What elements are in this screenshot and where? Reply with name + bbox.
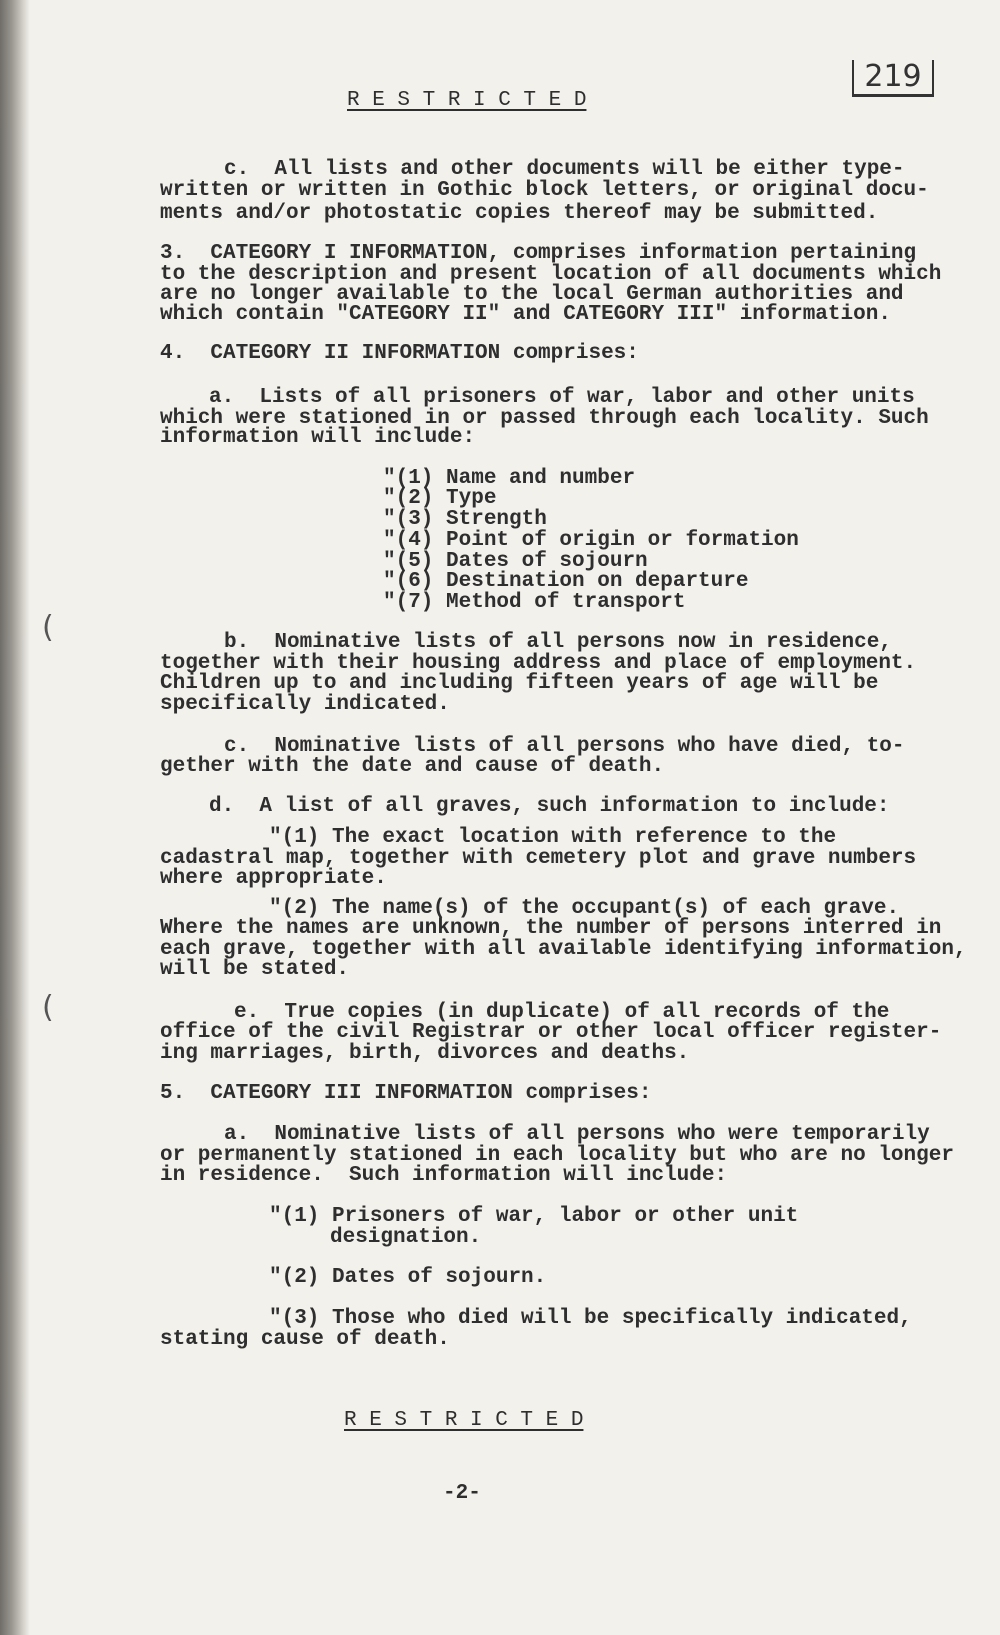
text-line: written or written in Gothic block letters, or original docu- bbox=[160, 179, 929, 202]
text-line: a. Nominative lists of all persons who were temporarily bbox=[224, 1123, 930, 1146]
text-line: 3. CATEGORY I INFORMATION, comprises information pertaining bbox=[160, 242, 917, 265]
text-line: together with their housing address and place of employment. bbox=[160, 652, 917, 675]
text-line: "(3) Those who died will be specifically indicated, bbox=[269, 1307, 912, 1330]
text-line: which were stationed in or passed through each locality. Such bbox=[160, 407, 929, 430]
text-line: d. A list of all graves, such information to include: bbox=[209, 795, 890, 818]
text-line: 4. CATEGORY II INFORMATION comprises: bbox=[160, 342, 639, 365]
folio-stamp: 219 bbox=[852, 60, 934, 97]
text-line: Where the names are unknown, the number of persons interred in bbox=[160, 917, 942, 940]
text-line: are no longer available to the local German authorities and bbox=[160, 283, 904, 306]
text-line: "(2) The name(s) of the occupant(s) of each grave. bbox=[269, 897, 900, 920]
text-line: "(2) Type bbox=[383, 487, 497, 510]
text-line: b. Nominative lists of all persons now in residence, bbox=[224, 631, 892, 654]
text-line: "(3) Strength bbox=[383, 508, 547, 531]
text-line: designation. bbox=[330, 1226, 482, 1249]
text-line: 5. CATEGORY III INFORMATION comprises: bbox=[160, 1082, 652, 1105]
restricted-header: R E S T R I C T E D bbox=[347, 89, 587, 112]
text-line: "(2) Dates of sojourn. bbox=[269, 1266, 547, 1289]
text-line: each grave, together with all available identifying information, bbox=[160, 938, 967, 961]
text-line: "(5) Dates of sojourn bbox=[383, 550, 648, 573]
text-line: "(7) Method of transport bbox=[383, 591, 686, 614]
text-line: to the description and present location of all documents which bbox=[160, 263, 942, 286]
text-line: Children up to and including fifteen years of age will be bbox=[160, 672, 879, 695]
text-line: where appropriate. bbox=[160, 867, 387, 890]
text-line: "(6) Destination on departure bbox=[383, 570, 749, 593]
text-line: in residence. Such information will include: bbox=[160, 1164, 728, 1187]
text-line: a. Lists of all prisoners of war, labor and other units bbox=[209, 386, 915, 409]
text-line: stating cause of death. bbox=[160, 1328, 450, 1351]
text-line: office of the civil Registrar or other local officer register- bbox=[160, 1021, 942, 1044]
text-line: c. Nominative lists of all persons who have died, to- bbox=[224, 735, 905, 758]
binding-edge bbox=[0, 0, 30, 1635]
text-line: "(1) Name and number bbox=[383, 467, 636, 490]
restricted-footer: R E S T R I C T E D bbox=[344, 1409, 584, 1432]
text-line: or permanently stationed in each locality but who are no longer bbox=[160, 1144, 954, 1167]
text-line: ments and/or photostatic copies thereof may be submitted. bbox=[160, 202, 879, 225]
text-line: e. True copies (in duplicate) of all records of the bbox=[234, 1001, 890, 1024]
text-line: cadastral map, together with cemetery plot and grave numbers bbox=[160, 847, 917, 870]
text-line: information will include: bbox=[160, 426, 476, 449]
text-line: "(1) Prisoners of war, labor or other unit bbox=[269, 1205, 799, 1228]
binding-hole-mark: ( bbox=[42, 610, 54, 645]
text-line: which contain "CATEGORY II" and CATEGORY III" information. bbox=[160, 303, 891, 326]
text-line: "(4) Point of origin or formation bbox=[383, 529, 799, 552]
text-line: gether with the date and cause of death. bbox=[160, 755, 665, 778]
text-line: specifically indicated. bbox=[160, 693, 450, 716]
text-line: "(1) The exact location with reference to the bbox=[269, 826, 837, 849]
binding-hole-mark: ( bbox=[42, 990, 54, 1025]
text-line: c. All lists and other documents will be either type- bbox=[224, 158, 905, 181]
text-line: will be stated. bbox=[160, 958, 350, 981]
text-line: ing marriages, birth, divorces and deaths. bbox=[160, 1042, 690, 1065]
page-number: -2- bbox=[443, 1482, 481, 1505]
